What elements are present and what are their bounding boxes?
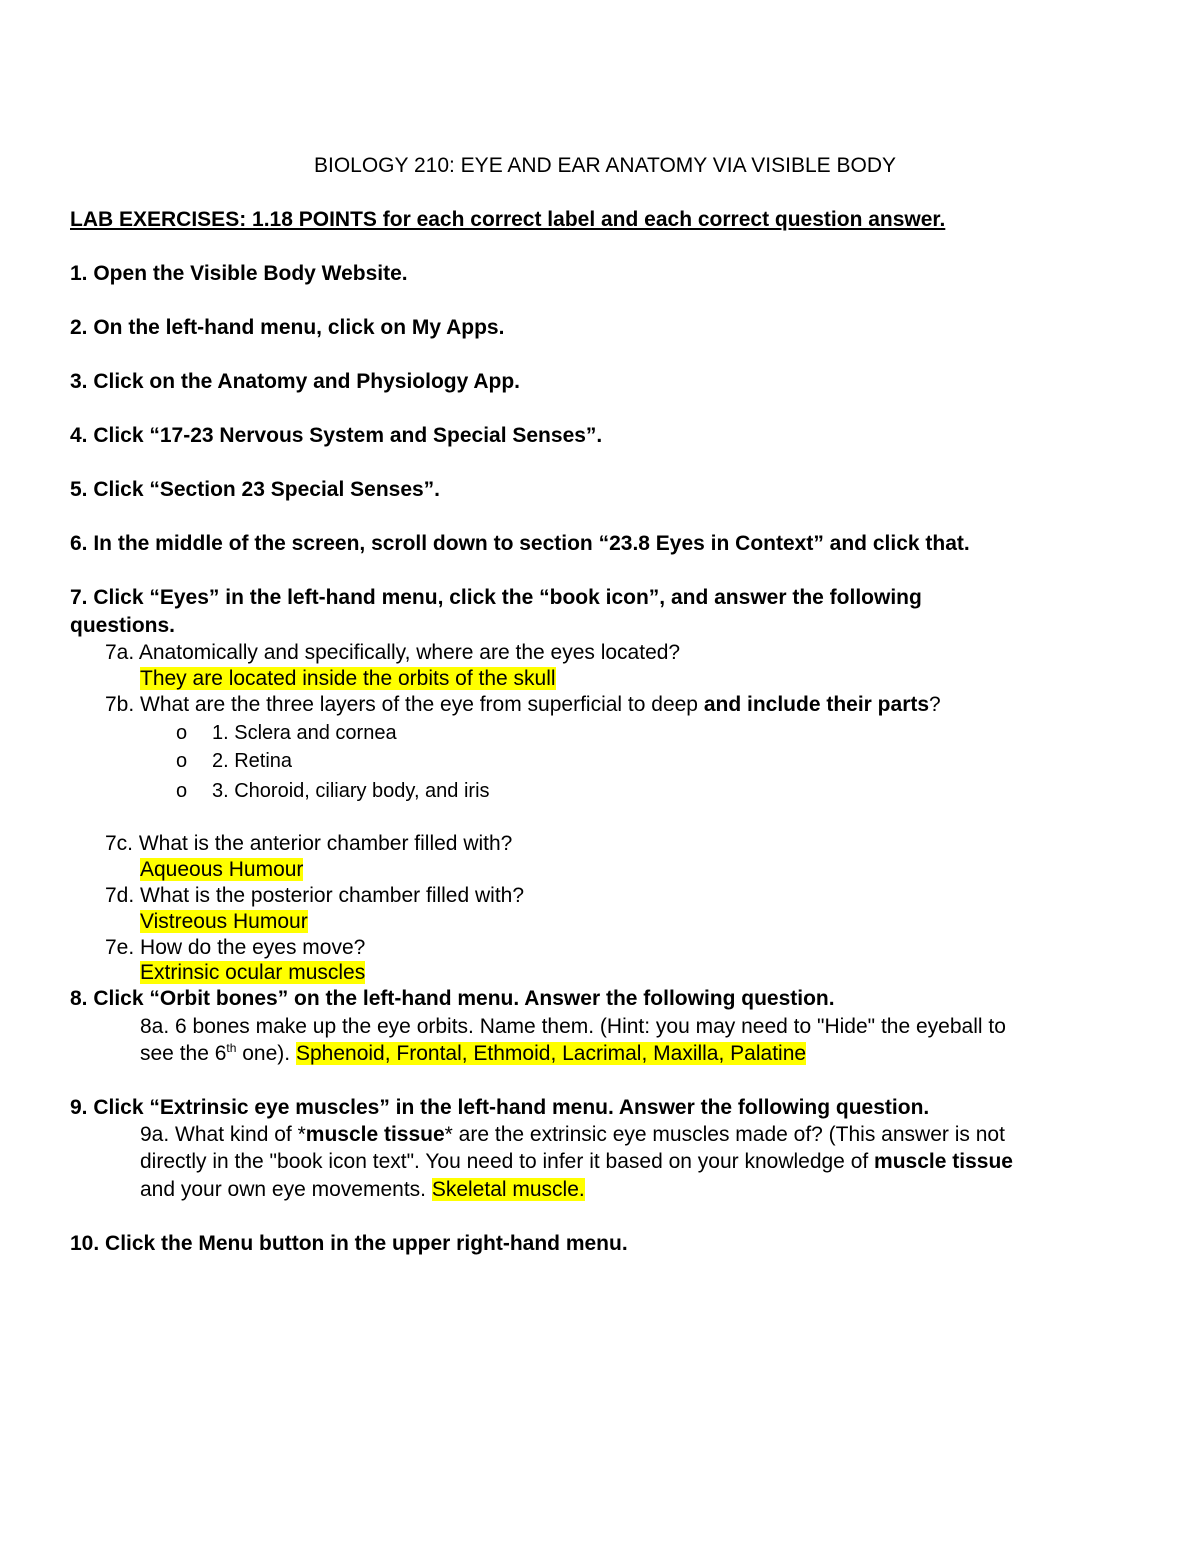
layer-item: 1. Sclera and cornea [212,722,397,744]
question-9a-line-2-bold: muscle tissue [874,1150,1013,1173]
step-1: 1. Open the Visible Body Website. [70,262,408,285]
question-9a-line-2 [140,1149,1013,1175]
question-9a-line-3-prefix: and your own eye movements. [140,1178,432,1201]
answer-7c-highlight: Aqueous Humour [140,858,304,881]
page-title: BIOLOGY 210: EYE AND EAR ANATOMY VIA VISIBLE BODY [313,154,897,177]
question-7b-prefix: 7b. What are the three layers of the eye from superficial to deep [105,693,704,716]
bullet-icon: o [176,722,188,744]
question-7a: 7a. Anatomically and specifically, where are the eyes located? [105,641,681,664]
answer-7e-highlight: Extrinsic ocular muscles [140,961,366,984]
question-7c: 7c. What is the anterior chamber filled with? [105,832,513,855]
answer-7a-highlight: They are located inside the orbits of the skull [140,667,556,690]
step-5: 5. Click “Section 23 Special Senses”. [70,478,441,501]
layer-item: 3. Choroid, ciliary body, and iris [212,780,490,802]
answer-7d-highlight: Vistreous Humour [140,910,308,933]
answer-7a [140,666,556,692]
question-8a-suffix: one). [236,1042,296,1065]
step-4: 4. Click “17-23 Nervous System and Special Senses”. [70,424,603,447]
layer-item: 2. Retina [212,750,293,772]
bullet-icon: o [176,750,188,772]
question-7b [105,692,941,718]
question-9a-line-2-prefix: directly in the "book icon text". You need to infer it based on your knowledge of [140,1150,875,1173]
question-9a-suffix: * are the extrinsic eye muscles made of? (This answer is not [444,1123,1005,1146]
question-8a-line-1: 8a. 6 bones make up the eye orbits. Name them. (Hint: you may need to "Hide" the eyeball to [140,1015,1006,1038]
step-9: 9. Click “Extrinsic eye muscles” in the left-hand menu. Answer the following question. [70,1096,930,1119]
answer-7c [140,857,303,883]
ordinal-suffix: th [226,1041,237,1055]
question-8a-line-2 [140,1041,806,1067]
question-7d: 7d. What is the posterior chamber filled with? [105,884,525,907]
step-2: 2. On the left-hand menu, click on My Apps. [70,316,505,339]
question-8a-prefix: see the 6 [140,1042,227,1065]
answer-7d [140,909,308,935]
step-10: 10. Click the Menu button in the upper right-hand menu. [70,1232,628,1255]
question-9a-line-1 [140,1122,1005,1148]
question-9a-prefix: 9a. What kind of * [140,1123,306,1146]
lab-exercises-header: LAB EXERCISES: 1.18 POINTS for each correct label and each correct question answer. [70,208,946,231]
step-6: 6. In the middle of the screen, scroll down to section “23.8 Eyes in Context” and click that. [70,532,970,555]
question-9a-bold: muscle tissue [305,1123,445,1146]
step-7-line-2: questions. [70,614,176,637]
answer-9a-highlight: Skeletal muscle. [431,1178,585,1201]
question-7b-bold: and include their parts [703,693,930,716]
step-7-line-1: 7. Click “Eyes” in the left-hand menu, click the “book icon”, and answer the following [70,586,922,609]
question-9a-line-3 [140,1177,585,1203]
question-7e: 7e. How do the eyes move? [105,936,366,959]
step-8: 8. Click “Orbit bones” on the left-hand menu. Answer the following question. [70,987,835,1010]
answer-8a-highlight: Sphenoid, Frontal, Ethmoid, Lacrimal, Maxilla, Palatine [295,1042,807,1065]
answer-7e [140,960,365,986]
question-7b-suffix: ? [929,693,941,716]
step-3: 3. Click on the Anatomy and Physiology App. [70,370,521,393]
bullet-icon: o [176,780,188,802]
